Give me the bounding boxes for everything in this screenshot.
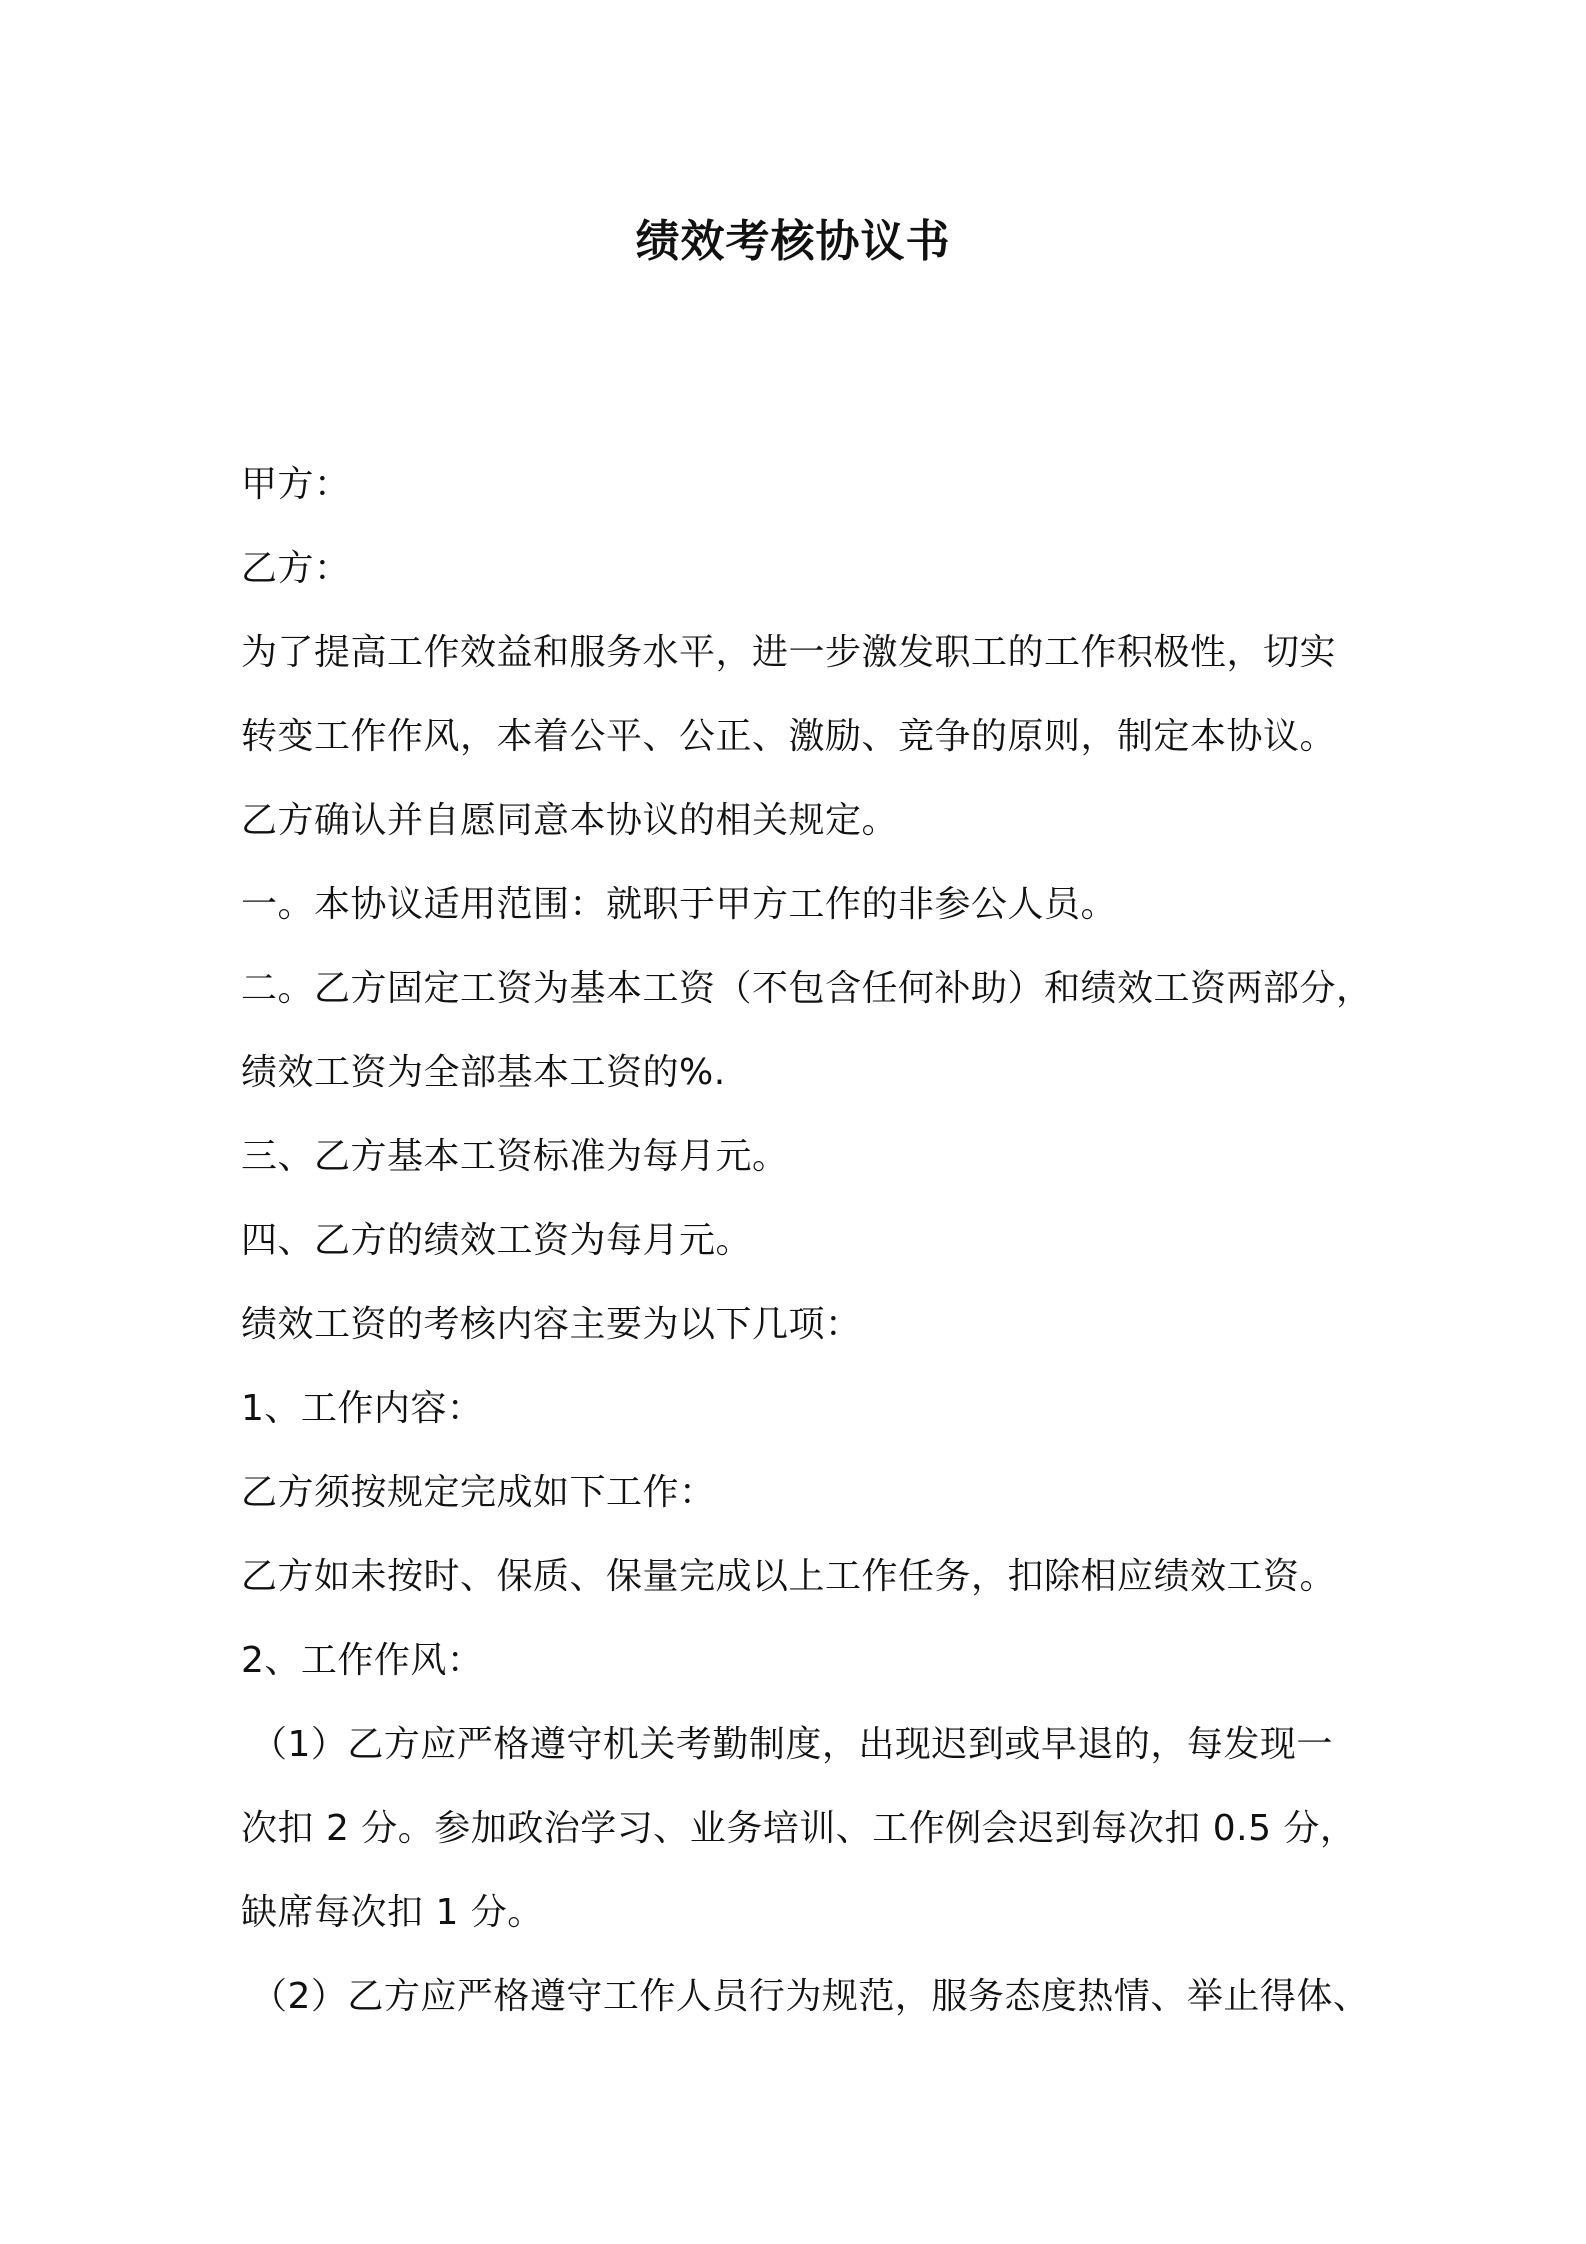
document-body <box>241 443 1371 2039</box>
clause-1: 一。本协议适用范围：就职于甲方工作的非参公人员。 <box>241 884 1118 925</box>
section-work-content: 1、工作内容： <box>241 1388 484 1429</box>
work-content-line-1: 乙方须按规定完成如下工作： <box>241 1472 716 1513</box>
party-a-line: 甲方： <box>241 464 351 505</box>
work-content-line-2: 乙方如未按时、保质、保量完成以上工作任务，扣除相应绩效工资。 <box>241 1556 1337 1597</box>
preamble-line-3: 乙方确认并自愿同意本协议的相关规定。 <box>241 800 899 841</box>
work-style-item-2-line-1: （2）乙方应严格遵守工作人员行为规范，服务态度热情、举止得体、 <box>251 1976 1370 2017</box>
document-title: 绩效考核协议书 <box>635 216 951 267</box>
assessment-intro: 绩效工资的考核内容主要为以下几项： <box>241 1304 862 1345</box>
preamble-line-2: 转变工作作风，本着公平、公正、激励、竞争的原则，制定本协议。 <box>241 716 1337 757</box>
clause-3: 三、乙方基本工资标准为每月元。 <box>241 1136 789 1177</box>
clause-2-line-2: 绩效工资为全部基本工资的%. <box>241 1052 726 1093</box>
section-work-style: 2、工作作风： <box>241 1640 484 1681</box>
clause-4: 四、乙方的绩效工资为每月元。 <box>241 1220 753 1261</box>
work-style-item-1-line-1: （1）乙方应严格遵守机关考勤制度，出现迟到或早退的，每发现一 <box>251 1724 1333 1765</box>
preamble-line-1: 为了提高工作效益和服务水平，进一步激发职工的工作积极性，切实 <box>241 632 1337 673</box>
party-b-line: 乙方： <box>241 548 351 589</box>
clause-2-line-1: 二。乙方固定工资为基本工资（不包含任何补助）和绩效工资两部分， <box>241 968 1373 1009</box>
work-style-item-1-line-3: 缺席每次扣 1 分。 <box>241 1892 544 1933</box>
work-style-item-1-line-2: 次扣 2 分。参加政治学习、业务培训、工作例会迟到每次扣 0.5 分， <box>241 1808 1357 1849</box>
